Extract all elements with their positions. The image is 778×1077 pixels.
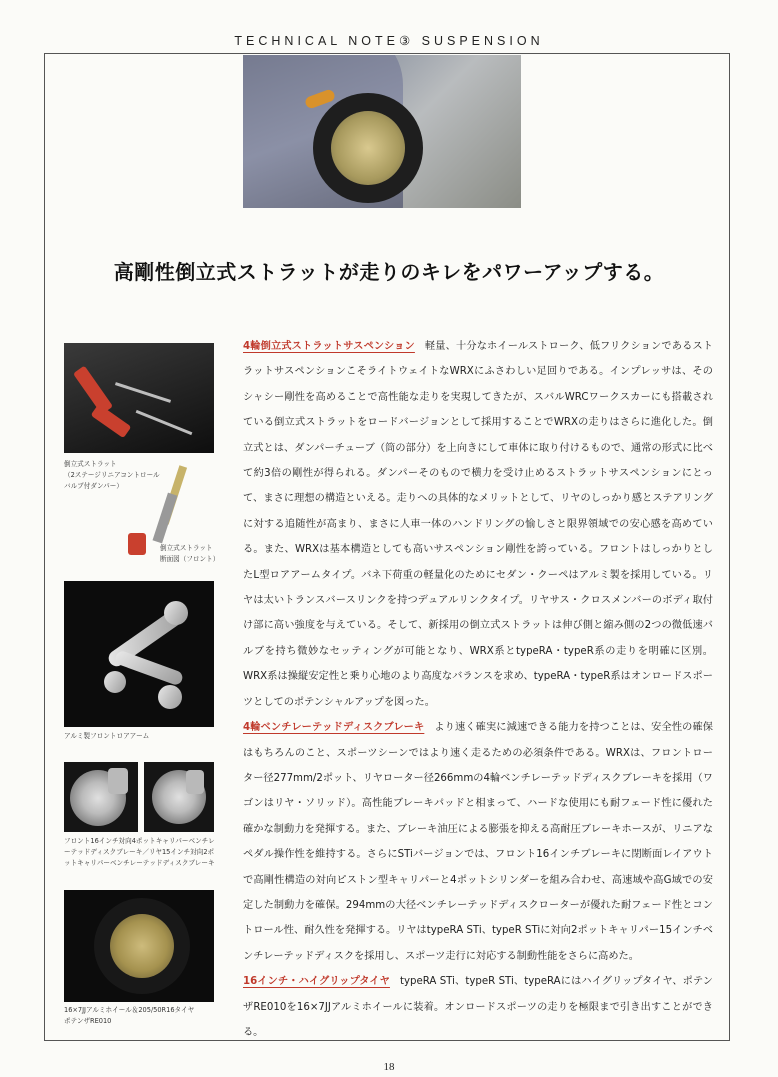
- rear-brake-photo: [144, 762, 214, 832]
- subheading-struts: 4輪倒立式ストラットサスペンション: [243, 341, 415, 352]
- caption-brake-photo: フロント16インチ対向4ポットキャリパーベンチレーテッドディスクブレーキ／リヤ15インチ対向2ポットキャリパーベンチレーテッドディスクブレーキ: [64, 837, 215, 867]
- body-text: [243, 334, 713, 1045]
- caption-arm-photo: アルミ製フロントロアアーム: [64, 732, 150, 740]
- section-tires: [243, 969, 713, 1045]
- section-brakes: [243, 715, 713, 969]
- text-brakes: より速く確実に減速できる能力を持つことは、安全性の確保はもちろんのこと、スポーツシーンではより速く走るための必須条件である。WRXは、フロントローター径277mm/2ポット、リヤローター径266mmの4輪ベンチレーテッドディスクブレーキを採用（ワゴンはリヤ・ソリッド）。高性能ブレーキパッドと相まって、ハードな使用にも耐フェード性に優れた確かな制動力を発揮する。また、ブレーキ油圧による膨張を抑える高耐圧ブレーキホースが、リニアなペダル操作性を維持する。さらにSTiバージョンでは、フロント16インチブレーキに閉断面レイアウトで高剛性構造の対向ピストン型キャリパーと4ポットシリンダーを組み合わせ、高速域や高G域での安定した制動力を確保。294mmの大径ベンチレーテッドディスクローターが優れた耐フェード性とコントロール性、耐久性を発揮する。リヤはtypeRA STi、typeR STiに対向2ポットキャリパー15インチベンチレーテッドディスクを採用し、スポーツ走行に対応する制動性能をさらに高めた。: [243, 722, 713, 962]
- caption-strut-photo: 倒立式ストラット （2ステージリニアコントロール バルブ付ダンパー）: [64, 460, 160, 490]
- hero-photo-wheel: [243, 55, 521, 208]
- text-tires: typeRA STi、typeR STi、typeRAにはハイグリップタイヤ、ポテンザRE010を16×7JJアルミホイールに装着。オンロードスポーツの走りを極限まで引き出すことができる。: [243, 976, 713, 1038]
- strut-photo: [64, 343, 214, 453]
- page-number: 18: [383, 1061, 395, 1073]
- tire-wheel-photo: [64, 890, 214, 1002]
- headline: 高剛性倒立式ストラットが走りのキレをパワーアップする。: [113, 260, 665, 284]
- subheading-brakes: 4輪ベンチレーテッドディスクブレーキ: [243, 722, 425, 734]
- running-header: TECHNICAL NOTE③ SUSPENSION: [234, 34, 544, 48]
- caption-tire-photo: 16×7JJアルミホイール＆205/50R16タイヤ ポテンザRE010: [64, 1006, 195, 1025]
- subheading-tires: 16インチ・ハイグリップタイヤ: [243, 976, 390, 988]
- wheel-rim: [331, 111, 405, 185]
- text-struts: 軽量、十分なホイールストローク、低フリクションであるストラットサスペンションこそライトウェイトなWRXにふさわしい足回りである。インプレッサは、そのシャシー剛性を高めることで高性能な走りを実現してきたが、スバルWRCワークスカーにも搭載されている倒立式ストラットをロードバージョンとして採用することでWRXの走りはさらに進化した。倒立式とは、ダンパーチューブ（筒の部分）を上向きにして車体に取り付けるもので、通常の形式に比べて約3倍の剛性が得られる。ダンパーそのもので横力を受け止めるストラットサスペンションにとって、まさに理想の構造といえる。走りへの具体的なメリットとして、リヤのしっかり感とステアリングに対する追随性が高まり、まさに人車一体のハンドリングの愉しさと限界領域での安心感を高めている。また、WRXは基本構造としても高いサスペンション剛性を誇っている。フロントはしっかりとしたL型ロアアームタイプ。バネ下荷重の軽量化のためにセダン・クーペはアルミ製を採用している。リヤは太いトランスバースリンクを持つデュアルリンクタイプ。リヤサス・クロスメンバーのボディ取付け部に高い強度を与えている。そして、新採用の倒立式ストラットは伸び側と縮み側の2つの微低速バルブを持ち微妙なセッティングが可能となり、WRX系とtypeRA・typeR系の走りを明確に区別。WRX系は操縦安定性と乗り心地のより高度なバランスを求め、typeRA・typeR系はオンロードスポーツとしてのポテンシャルアップを図った。: [243, 341, 713, 708]
- caption-strut-cutaway: 倒立式ストラット 断面図（フロント）: [160, 544, 220, 563]
- lower-arm-photo: [64, 581, 214, 727]
- front-brake-photo: [64, 762, 138, 832]
- section-struts: [243, 334, 713, 715]
